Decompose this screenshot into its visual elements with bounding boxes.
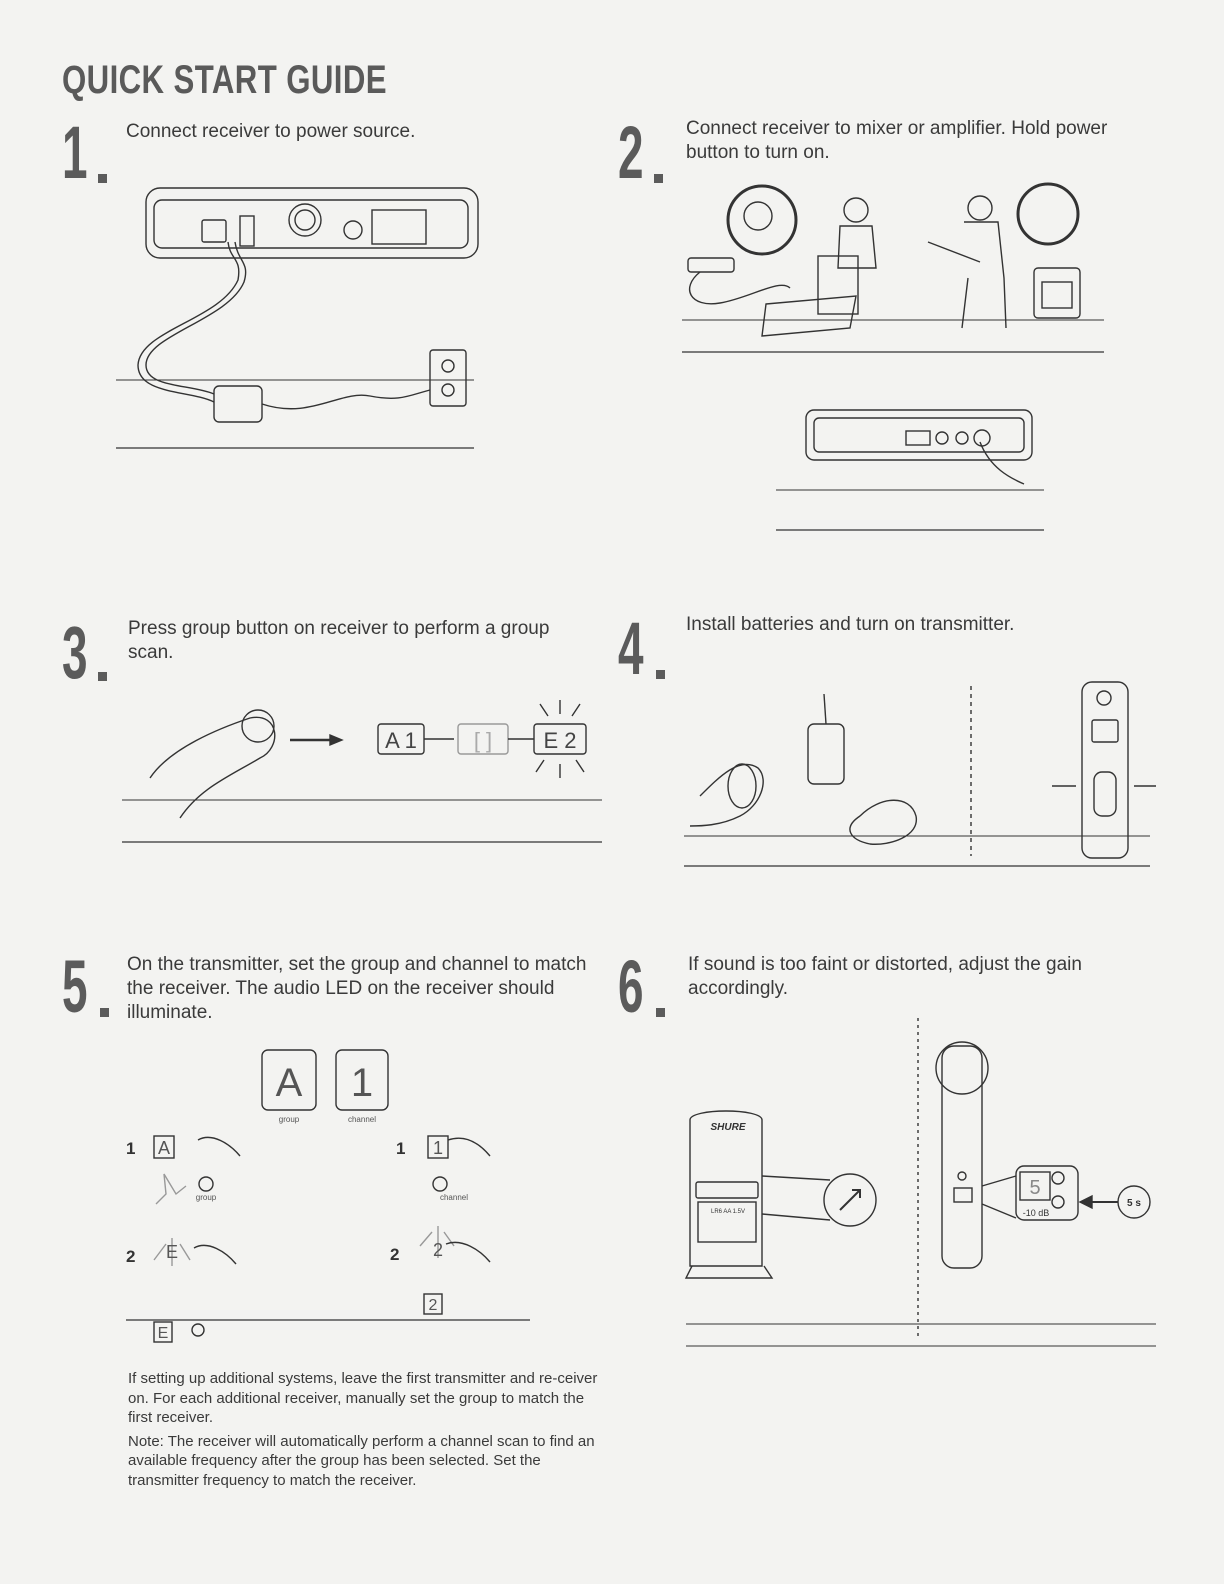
hand-battery-icon: [690, 764, 763, 826]
channel-press-hand-icon: [448, 1138, 490, 1156]
channel-scan-note: Note: The receiver will automatically perform a channel scan to find an available frequency after the group has been selected. Set the transmitter frequency to match the receiver.: [128, 1432, 595, 1489]
quarter-inch-output-icon: [344, 221, 362, 239]
step-2-illustration: [680, 178, 1110, 538]
receiver-small-icon: [688, 258, 734, 272]
step-1-dot: [98, 174, 107, 183]
step-6-number: 6: [618, 945, 644, 1028]
step-3-dot: [98, 672, 107, 681]
step-6-illustration: [682, 1016, 1162, 1356]
step-5-number: 5: [62, 945, 88, 1028]
channel-label: channel: [347, 1115, 377, 1124]
bodypack-transmitter-icon: [690, 1111, 762, 1266]
step-1-illustration: [110, 180, 490, 460]
right-step-2: 2: [390, 1245, 400, 1264]
step-1-number: 1: [62, 111, 88, 194]
step-1-text: Connect receiver to power source.: [126, 121, 416, 142]
channel-button-icon: [433, 1177, 447, 1191]
step-3-text: Press group button on receiver to perform a group scan.: [128, 618, 550, 663]
step-2-number: 2: [618, 111, 644, 194]
display-group-value: A: [275, 1061, 303, 1105]
step-6-text: If sound is too faint or distorted, adjust the gain accordingly.: [688, 954, 1082, 999]
wall-outlet-icon: [430, 350, 466, 406]
guitarist-icon: [968, 196, 992, 220]
group-button-label: group: [195, 1193, 217, 1202]
group-press-hand-2-icon: [194, 1245, 236, 1264]
channel-button-label: channel: [439, 1193, 469, 1202]
right-step-1: 1: [396, 1139, 406, 1158]
battery-label: LR6 AA 1.5V: [710, 1209, 746, 1215]
group-button-icon: [1052, 1172, 1064, 1184]
power-jack-icon: [202, 220, 226, 242]
channel-press-hand-2-icon: [446, 1242, 490, 1262]
scan-display-2: [ ]: [473, 728, 493, 753]
gain-value-label: -10 dB: [1022, 1208, 1050, 1218]
step-3-illustration: [120, 688, 610, 848]
channel-button-icon: [1052, 1196, 1064, 1208]
speaker-person-icon: [844, 198, 868, 222]
hold-time-label: 5 s: [1127, 1198, 1141, 1209]
scan-display-3: E 2: [543, 728, 577, 753]
step-6-dot: [656, 1008, 665, 1017]
power-adapter-icon: [214, 386, 262, 422]
step-4-illustration: [680, 676, 1160, 872]
step-4-dot: [656, 670, 665, 679]
step-5-illustration: [120, 1044, 540, 1348]
group-final-button-icon: [192, 1324, 204, 1336]
left-val1: A: [157, 1138, 171, 1158]
left-val2: E: [165, 1242, 179, 1262]
mic-grille-icon: [936, 1042, 988, 1094]
gain-display-digit: 5: [1029, 1177, 1041, 1199]
step-3-number: 3: [62, 611, 88, 694]
pressing-finger-icon: [150, 717, 275, 818]
mixer-icon: [762, 296, 856, 336]
power-button-icon: [974, 430, 990, 446]
step-4-text: Install batteries and turn on transmitter.: [686, 614, 1015, 635]
scan-display-1: A 1: [385, 728, 417, 753]
group-button-icon: [199, 1177, 213, 1191]
step-5-text: On the transmitter, set the group and channel to match the receiver. The audio LED on the receiver should illuminate.: [127, 954, 587, 1023]
handheld-transmitter-icon: [1082, 682, 1128, 858]
receiver-display-icon: [906, 431, 930, 445]
hand-bodypack-icon: [850, 800, 916, 844]
group-press-hand-icon: [198, 1137, 240, 1156]
bodypack-icon: [808, 724, 844, 784]
handheld-mic-icon: [942, 1046, 982, 1268]
step-5-notes: [128, 1369, 606, 1494]
step-2-text: Connect receiver to mixer or amplifier. Hold power button to turn on.: [686, 118, 1108, 163]
page-title: QUICK START GUIDE: [62, 58, 387, 102]
additional-systems-note: If setting up additional systems, leave the first transmitter and re-ceiver on. For each additional receiver, manually set the group to match the first receiver.: [128, 1370, 598, 1426]
amplifier-icon: [1034, 268, 1080, 318]
step-4-number: 4: [618, 607, 644, 690]
group-label: group: [278, 1115, 300, 1124]
quarter-inch-connector-icon: [1018, 184, 1078, 244]
brand-logo: SHURE: [710, 1122, 746, 1133]
step-5-dot: [100, 1008, 109, 1017]
xlr-connector-icon: [728, 186, 796, 254]
left-step-2: 2: [126, 1247, 136, 1266]
right-final-val: 2: [428, 1297, 438, 1314]
xlr-output-icon: [289, 204, 321, 236]
step-2-dot: [654, 174, 663, 183]
right-val1: 1: [432, 1138, 444, 1158]
left-final-val: E: [157, 1325, 169, 1342]
left-step-1: 1: [126, 1139, 136, 1158]
right-val2: 2: [432, 1240, 444, 1260]
display-channel-value: 1: [350, 1061, 374, 1105]
group-button-icon: [242, 710, 274, 742]
